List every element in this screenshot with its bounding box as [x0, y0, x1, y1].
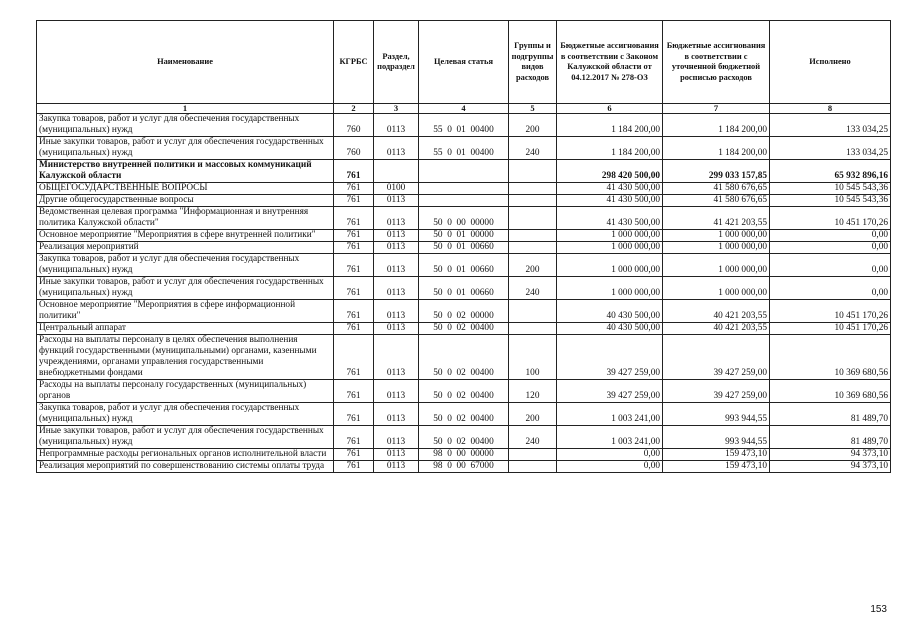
cell-kgrbs: 761: [334, 335, 374, 380]
cell-kgrbs: 761: [334, 207, 374, 230]
cell-alloc-law: 41 430 500,00: [557, 183, 663, 195]
cell-target: 50 0 01 00000: [419, 230, 509, 242]
cell-alloc-law: 1 184 200,00: [557, 137, 663, 160]
cell-kgrbs: 761: [334, 254, 374, 277]
cell-target: 55 0 01 00400: [419, 114, 509, 137]
cell-section: 0100: [374, 183, 419, 195]
cell-kgrbs: 761: [334, 300, 374, 323]
cell-name: Расходы на выплаты персоналу государственных (муниципальных) органов: [37, 380, 334, 403]
cell-target: 50 0 00 00000: [419, 207, 509, 230]
cell-section: 0113: [374, 242, 419, 254]
table-row: [37, 300, 891, 323]
cell-section: 0113: [374, 277, 419, 300]
cell-group: 240: [509, 137, 557, 160]
cell-kgrbs: 761: [334, 183, 374, 195]
cell-group: 200: [509, 403, 557, 426]
cell-alloc-law: 40 430 500,00: [557, 323, 663, 335]
table-row: [37, 137, 891, 160]
cell-alloc-refined: 299 033 157,85: [663, 160, 770, 183]
cell-group: 100: [509, 335, 557, 380]
cell-target: 50 0 02 00000: [419, 300, 509, 323]
cell-executed: 0,00: [770, 230, 891, 242]
cell-executed: 0,00: [770, 254, 891, 277]
cell-group: 200: [509, 114, 557, 137]
cell-alloc-law: 0,00: [557, 461, 663, 473]
cell-section: 0113: [374, 426, 419, 449]
cell-section: 0113: [374, 137, 419, 160]
cell-kgrbs: 761: [334, 461, 374, 473]
cell-target: 50 0 01 00660: [419, 254, 509, 277]
table-row: [37, 195, 891, 207]
cell-alloc-refined: 40 421 203,55: [663, 300, 770, 323]
table-row: [37, 335, 891, 380]
column-number: 1: [37, 104, 334, 114]
cell-section: 0113: [374, 300, 419, 323]
cell-alloc-refined: 1 184 200,00: [663, 137, 770, 160]
cell-alloc-refined: 41 580 676,65: [663, 195, 770, 207]
cell-name: Закупка товаров, работ и услуг для обеспечения государственных (муниципальных) нужд: [37, 403, 334, 426]
column-number: 7: [663, 104, 770, 114]
table-body: [37, 114, 891, 473]
cell-target: 98 0 00 00000: [419, 449, 509, 461]
cell-kgrbs: 761: [334, 449, 374, 461]
cell-section: 0113: [374, 114, 419, 137]
cell-group: [509, 230, 557, 242]
cell-group: [509, 242, 557, 254]
cell-name: Основное мероприятие "Мероприятия в сфере внутренней политики": [37, 230, 334, 242]
cell-name: Другие общегосударственные вопросы: [37, 195, 334, 207]
table-row: [37, 114, 891, 137]
cell-kgrbs: 761: [334, 323, 374, 335]
table-row: [37, 461, 891, 473]
cell-alloc-refined: 39 427 259,00: [663, 335, 770, 380]
cell-alloc-law: 41 430 500,00: [557, 195, 663, 207]
cell-group: [509, 461, 557, 473]
cell-kgrbs: 761: [334, 277, 374, 300]
table-row: [37, 403, 891, 426]
cell-name: Основное мероприятие "Мероприятия в сфере информационной политики": [37, 300, 334, 323]
column-number: 6: [557, 104, 663, 114]
column-number: 3: [374, 104, 419, 114]
cell-section: 0113: [374, 195, 419, 207]
table-row: [37, 323, 891, 335]
cell-alloc-law: 298 420 500,00: [557, 160, 663, 183]
cell-name: Иные закупки товаров, работ и услуг для обеспечения государственных (муниципальных) нужд: [37, 137, 334, 160]
cell-group: 240: [509, 277, 557, 300]
cell-group: [509, 160, 557, 183]
cell-group: [509, 300, 557, 323]
cell-executed: 10 451 170,26: [770, 323, 891, 335]
table-row: [37, 426, 891, 449]
cell-alloc-law: 1 000 000,00: [557, 230, 663, 242]
header-groups: Группы и подгруппы видов расходов: [509, 21, 557, 104]
cell-alloc-law: 39 427 259,00: [557, 335, 663, 380]
cell-target: 50 0 02 00400: [419, 323, 509, 335]
cell-section: 0113: [374, 335, 419, 380]
cell-alloc-refined: 159 473,10: [663, 461, 770, 473]
cell-name: Расходы на выплаты персоналу в целях обеспечения выполнения функций государственными (муниципальными) органами, казенными учреждениями, органами управления государственными внебюджетными фондами: [37, 335, 334, 380]
cell-alloc-law: 1 003 241,00: [557, 403, 663, 426]
cell-alloc-refined: 159 473,10: [663, 449, 770, 461]
cell-section: 0113: [374, 461, 419, 473]
cell-group: [509, 323, 557, 335]
cell-kgrbs: 760: [334, 114, 374, 137]
cell-executed: 94 373,10: [770, 461, 891, 473]
cell-group: 200: [509, 254, 557, 277]
cell-target: 50 0 02 00400: [419, 403, 509, 426]
cell-target: 50 0 02 00400: [419, 426, 509, 449]
cell-executed: 10 369 680,56: [770, 380, 891, 403]
cell-section: 0113: [374, 230, 419, 242]
cell-alloc-refined: 1 000 000,00: [663, 254, 770, 277]
cell-kgrbs: 761: [334, 160, 374, 183]
cell-section: 0113: [374, 254, 419, 277]
table-row: [37, 160, 891, 183]
cell-kgrbs: 761: [334, 195, 374, 207]
cell-target: [419, 160, 509, 183]
cell-target: [419, 183, 509, 195]
table-row: [37, 380, 891, 403]
cell-name: Закупка товаров, работ и услуг для обеспечения государственных (муниципальных) нужд: [37, 254, 334, 277]
cell-kgrbs: 761: [334, 403, 374, 426]
header-kgrbs: КГРБС: [334, 21, 374, 104]
cell-name: Ведомственная целевая программа "Информационная и внутренняя политика Калужской области": [37, 207, 334, 230]
cell-section: 0113: [374, 403, 419, 426]
cell-alloc-law: 39 427 259,00: [557, 380, 663, 403]
cell-section: 0113: [374, 207, 419, 230]
column-number: 5: [509, 104, 557, 114]
cell-alloc-refined: 1 000 000,00: [663, 277, 770, 300]
cell-name: Центральный аппарат: [37, 323, 334, 335]
cell-section: 0113: [374, 449, 419, 461]
cell-name: Министерство внутренней политики и массовых коммуникаций Калужской области: [37, 160, 334, 183]
cell-executed: 94 373,10: [770, 449, 891, 461]
cell-group: [509, 183, 557, 195]
table-row: [37, 449, 891, 461]
cell-group: [509, 449, 557, 461]
cell-kgrbs: 761: [334, 230, 374, 242]
cell-executed: 10 451 170,26: [770, 207, 891, 230]
cell-alloc-law: 0,00: [557, 449, 663, 461]
cell-target: 55 0 01 00400: [419, 137, 509, 160]
cell-alloc-law: 1 184 200,00: [557, 114, 663, 137]
cell-executed: 10 369 680,56: [770, 335, 891, 380]
cell-alloc-refined: 1 184 200,00: [663, 114, 770, 137]
cell-alloc-law: 1 000 000,00: [557, 277, 663, 300]
cell-name: Реализация мероприятий по совершенствованию системы оплаты труда: [37, 461, 334, 473]
cell-executed: 65 932 896,16: [770, 160, 891, 183]
cell-alloc-refined: 41 580 676,65: [663, 183, 770, 195]
cell-section: 0113: [374, 323, 419, 335]
table-row: [37, 207, 891, 230]
cell-alloc-law: 41 430 500,00: [557, 207, 663, 230]
cell-group: 120: [509, 380, 557, 403]
cell-name: Закупка товаров, работ и услуг для обеспечения государственных (муниципальных) нужд: [37, 114, 334, 137]
table-row: [37, 277, 891, 300]
cell-alloc-refined: 993 944,55: [663, 403, 770, 426]
header-alloc-law: Бюджетные ассигнования в соответствии с Законом Калужской области от 04.12.2017 № 278-ОЗ: [557, 21, 663, 104]
cell-name: Иные закупки товаров, работ и услуг для обеспечения государственных (муниципальных) нужд: [37, 277, 334, 300]
cell-executed: 133 034,25: [770, 114, 891, 137]
cell-kgrbs: 761: [334, 426, 374, 449]
cell-target: 50 0 02 00400: [419, 335, 509, 380]
header-name: Наименование: [37, 21, 334, 104]
cell-executed: 10 545 543,36: [770, 183, 891, 195]
cell-alloc-refined: 41 421 203,55: [663, 207, 770, 230]
header-row: [37, 21, 891, 104]
cell-alloc-refined: 1 000 000,00: [663, 230, 770, 242]
cell-section: 0113: [374, 380, 419, 403]
cell-target: [419, 195, 509, 207]
cell-name: Непрограммные расходы региональных органов исполнительной власти: [37, 449, 334, 461]
header-executed: Исполнено: [770, 21, 891, 104]
budget-table: [36, 20, 891, 473]
column-number: 4: [419, 104, 509, 114]
cell-executed: 0,00: [770, 277, 891, 300]
table-row: [37, 242, 891, 254]
table-row: [37, 254, 891, 277]
header-section: Раздел, подраздел: [374, 21, 419, 104]
cell-target: 50 0 02 00400: [419, 380, 509, 403]
cell-alloc-law: 1 000 000,00: [557, 254, 663, 277]
cell-target: 50 0 01 00660: [419, 277, 509, 300]
cell-executed: 133 034,25: [770, 137, 891, 160]
cell-executed: 81 489,70: [770, 403, 891, 426]
cell-executed: 10 451 170,26: [770, 300, 891, 323]
cell-target: 50 0 01 00660: [419, 242, 509, 254]
column-number-row: [37, 104, 891, 114]
cell-section: [374, 160, 419, 183]
cell-name: Иные закупки товаров, работ и услуг для обеспечения государственных (муниципальных) нужд: [37, 426, 334, 449]
cell-group: 240: [509, 426, 557, 449]
cell-group: [509, 195, 557, 207]
cell-kgrbs: 761: [334, 380, 374, 403]
cell-alloc-refined: 993 944,55: [663, 426, 770, 449]
cell-executed: 10 545 543,36: [770, 195, 891, 207]
cell-alloc-law: 1 000 000,00: [557, 242, 663, 254]
column-number: 8: [770, 104, 891, 114]
page-number: 153: [870, 604, 887, 615]
cell-group: [509, 207, 557, 230]
cell-name: ОБЩЕГОСУДАРСТВЕННЫЕ ВОПРОСЫ: [37, 183, 334, 195]
cell-alloc-refined: 1 000 000,00: [663, 242, 770, 254]
header-alloc-refined: Бюджетные ассигнования в соответствии с уточненной бюджетной росписью расходов: [663, 21, 770, 104]
table-row: [37, 183, 891, 195]
table-row: [37, 230, 891, 242]
cell-name: Реализация мероприятий: [37, 242, 334, 254]
cell-executed: 0,00: [770, 242, 891, 254]
cell-alloc-law: 1 003 241,00: [557, 426, 663, 449]
cell-alloc-refined: 39 427 259,00: [663, 380, 770, 403]
cell-kgrbs: 760: [334, 137, 374, 160]
cell-kgrbs: 761: [334, 242, 374, 254]
header-target: Целевая статья: [419, 21, 509, 104]
cell-alloc-refined: 40 421 203,55: [663, 323, 770, 335]
cell-alloc-law: 40 430 500,00: [557, 300, 663, 323]
cell-target: 98 0 00 67000: [419, 461, 509, 473]
column-number: 2: [334, 104, 374, 114]
cell-executed: 81 489,70: [770, 426, 891, 449]
